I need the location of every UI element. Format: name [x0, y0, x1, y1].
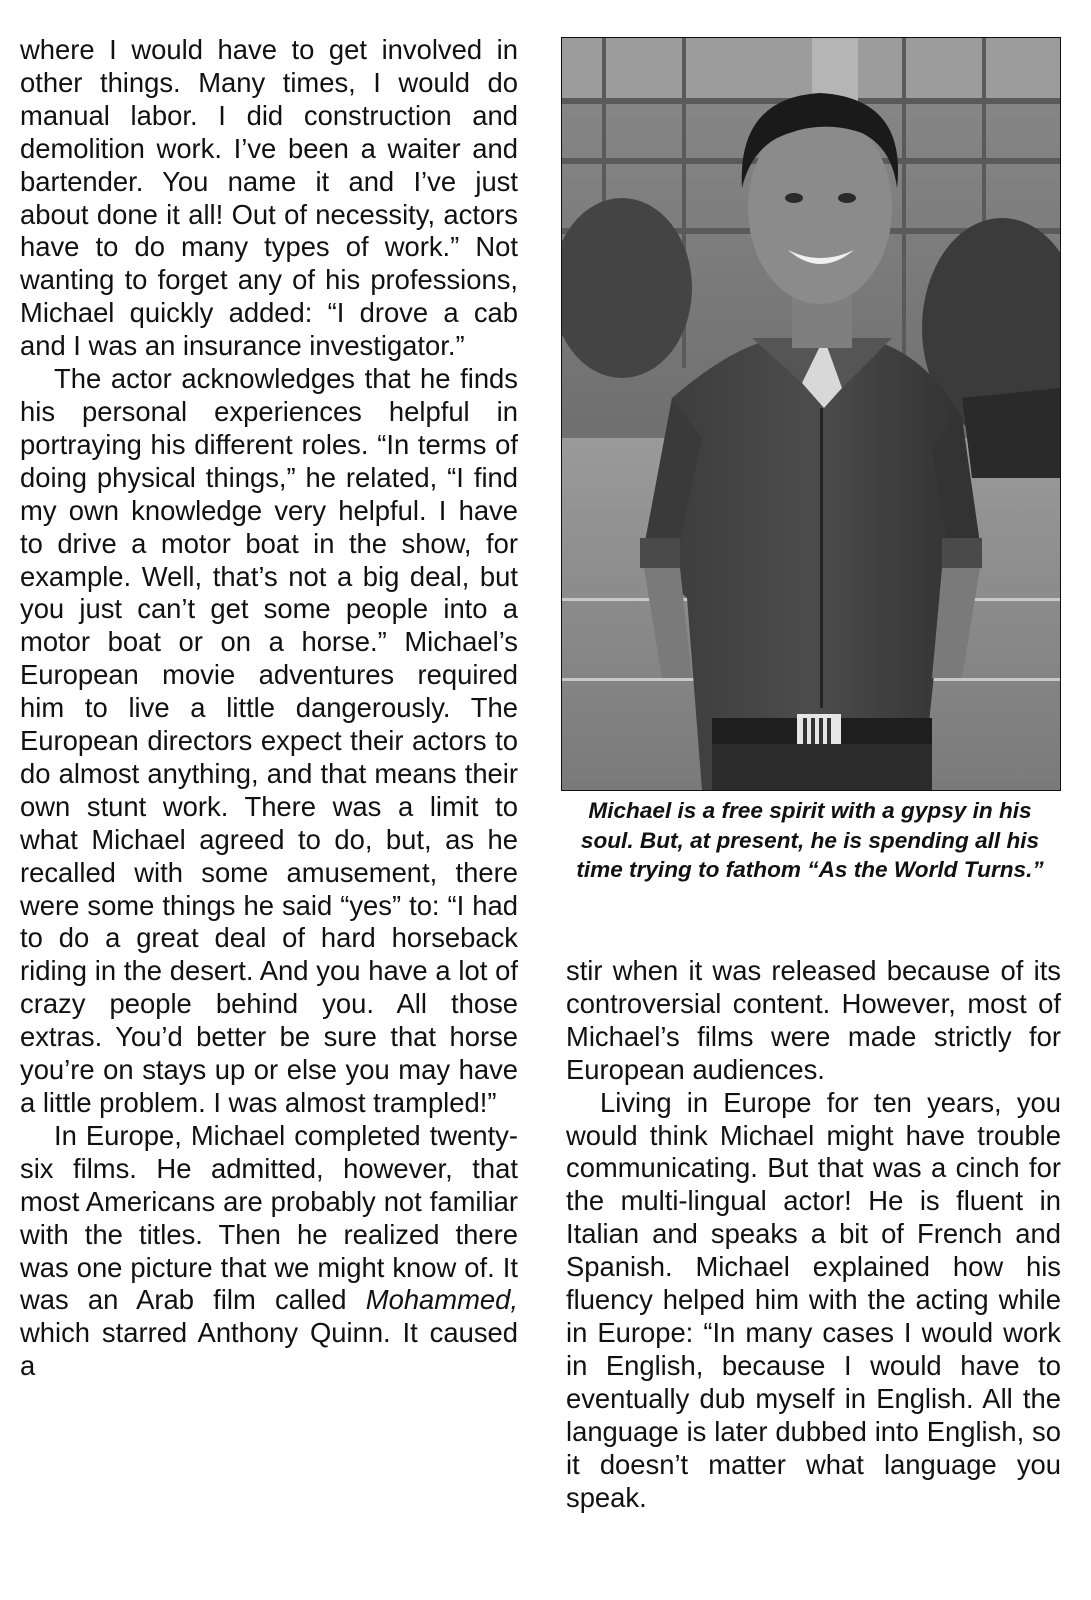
left-paragraph-1: where I would have to get involved in other things. Many times, I would do manual labor. I did construction and demolition work. I’ve been a waiter and bartender. You name it and I’ve just about done it all! Out of necessity, actors have to do many types of work.” Not wanting to forget any of his professions, Michael quickly added: “I drove a cab and I was an insurance investigator.” — [20, 34, 518, 362]
left-paragraph-3-start: In Europe, Michael completed twenty-six films. He admitted, however, that most Americans are probably not familiar with the titles. Then he realized there was one picture that we might know of. It was an Arab film called — [20, 1119, 518, 1316]
right-column — [566, 955, 1061, 1514]
photo-caption: Michael is a free spirit with a gypsy in his soul. But, at present, he is spending all his time trying to fathom “As the World Turns.” — [576, 798, 1044, 882]
left-column — [20, 34, 518, 1383]
right-paragraph-2: Living in Europe for ten years, you would think Michael might have trouble communicating. But that was a cinch for the multi-lingual actor! He is fluent in Italian and speaks a bit of French and Spanish. Michael explained how his fluency helped him with the acting while in Europe: “In many cases I would work in English, because I would have to eventually dub myself in English. All the language is later dubbed into English, so it doesn’t matter what language you speak. — [566, 1086, 1061, 1513]
left-paragraph-3-end: which starred Anthony Quinn. It caused a — [20, 1317, 518, 1382]
left-paragraph-3 — [20, 1120, 518, 1383]
film-title: Mohammed, — [365, 1284, 518, 1316]
left-paragraph-2: The actor acknowledges that he finds his personal experiences helpful in portraying his different roles. “In terms of doing physical things,” he related, “I find my own knowledge very helpful. I have to drive a motor boat in the show, for example. Well, that’s not a big deal, but you just can’t get some people into a motor boat or on a horse.” Michael’s European movie adventures required him to live a little dangerously. The European directors expect their actors to do almost anything, and that means their own stunt work. There was a limit to what Michael agreed to do, but, as he recalled with some amusement, there were some things he said “yes” to: “I had to do a great deal of hard horseback riding in the desert. And you have a lot of crazy people behind you. All those extras. You’d better be sure that horse you’re on stays up or else you may have a little problem. I was almost trampled!” — [20, 363, 518, 1118]
right-paragraph-1: stir when it was released because of its controversial content. However, most of Michael’s films were made strictly for European audiences. — [566, 955, 1061, 1085]
portrait-photo — [561, 37, 1061, 791]
portrait-photo-drawing — [562, 38, 1060, 790]
